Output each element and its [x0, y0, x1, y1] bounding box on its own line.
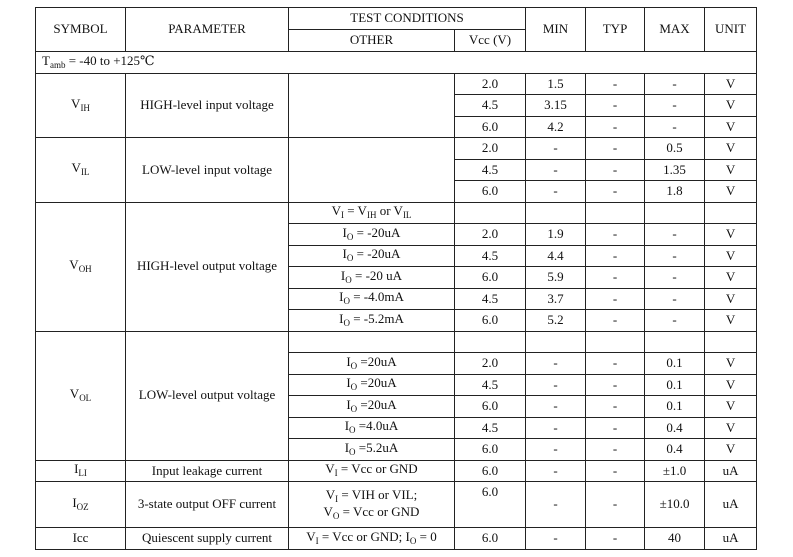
max-cell: -: [645, 95, 705, 117]
min-cell: 4.4: [526, 245, 586, 267]
vcc-cell: 6.0: [455, 310, 526, 332]
max-cell: -: [645, 116, 705, 138]
typ-cell: -: [586, 224, 645, 246]
header-symbol: SYMBOL: [36, 8, 126, 52]
min-cell: 1.9: [526, 224, 586, 246]
cond-cell: $I_O = -5.2mA$: [289, 310, 455, 332]
max-cell: -: [645, 288, 705, 310]
table-row: [36, 482, 757, 528]
symbol-icc: Icc: [36, 528, 126, 550]
header-max: MAX: [645, 8, 705, 52]
unit-cell: V: [705, 353, 757, 375]
vcc-cell: 4.5: [455, 417, 526, 439]
min-cell: -: [526, 374, 586, 396]
table-row: [36, 460, 757, 482]
table-row: [36, 202, 757, 224]
typ-cell: -: [586, 181, 645, 203]
unit-cell: V: [705, 116, 757, 138]
cond-cell: $I_O =4.0uA$: [289, 417, 455, 439]
table-row: [36, 331, 757, 353]
max-cell: 40: [645, 528, 705, 550]
min-cell: -: [526, 181, 586, 203]
vcc-cell: 6.0: [455, 439, 526, 461]
min-cell: -: [526, 417, 586, 439]
unit-cell: V: [705, 95, 757, 117]
max-cell: 0.1: [645, 374, 705, 396]
cond-cell: $I_O = -20$ uA: [289, 267, 455, 289]
vcc-cell: 4.5: [455, 95, 526, 117]
typ-cell: -: [586, 310, 645, 332]
max-cell: 0.4: [645, 417, 705, 439]
spec-table: [35, 7, 757, 550]
symbol-ili: $I_{LI}$: [36, 460, 126, 482]
cond-cell: $V_I$ = Vcc or GND: [289, 460, 455, 482]
symbol-voh: $V_{OH}$: [36, 202, 126, 331]
vcc-cell: 6.0: [455, 528, 526, 550]
vcc-cell: 4.5: [455, 159, 526, 181]
vcc-cell: 4.5: [455, 374, 526, 396]
unit-cell: V: [705, 138, 757, 160]
cond-cell: $I_O = -20uA$: [289, 224, 455, 246]
vcc-cell: 6.0: [455, 181, 526, 203]
cond-cell: $I_O =20uA$: [289, 374, 455, 396]
unit-cell: V: [705, 396, 757, 418]
max-cell: ±1.0: [645, 460, 705, 482]
symbol-vil: $V_{IL}$: [36, 138, 126, 203]
unit-cell: V: [705, 181, 757, 203]
typ-cell: -: [586, 245, 645, 267]
symbol-vol: $V_{OL}$: [36, 331, 126, 460]
min-cell: -: [526, 482, 586, 528]
max-cell: 1.35: [645, 159, 705, 181]
header-unit: UNIT: [705, 8, 757, 52]
param-vih: HIGH-level input voltage: [126, 73, 289, 138]
typ-cell: -: [586, 95, 645, 117]
typ-cell: -: [586, 159, 645, 181]
vcc-cell: 6.0: [455, 482, 526, 528]
vcc-cell: 6.0: [455, 396, 526, 418]
cond-cell: $V_I$ = Vcc or GND; $I_O = 0$: [289, 528, 455, 550]
typ-cell: -: [586, 439, 645, 461]
header-typ: TYP: [586, 8, 645, 52]
cond-vih: [289, 73, 455, 138]
min-cell: 1.5: [526, 73, 586, 95]
typ-cell: -: [586, 482, 645, 528]
header-row-1: [36, 8, 757, 30]
typ-cell: -: [586, 374, 645, 396]
vcc-cell: 6.0: [455, 267, 526, 289]
unit-cell: V: [705, 224, 757, 246]
vcc-cell: 6.0: [455, 116, 526, 138]
max-cell: 0.4: [645, 439, 705, 461]
max-cell: -: [645, 310, 705, 332]
unit-cell: V: [705, 245, 757, 267]
header-vcc: Vcc (V): [455, 30, 526, 52]
vcc-cell: 2.0: [455, 73, 526, 95]
max-cell: [645, 331, 705, 353]
cond-cell: $I_O =20uA$: [289, 396, 455, 418]
cond-cell: $I_O =20uA$: [289, 353, 455, 375]
typ-cell: [586, 331, 645, 353]
param-icc: Quiescent supply current: [126, 528, 289, 550]
min-cell: -: [526, 460, 586, 482]
vcc-cell: 2.0: [455, 138, 526, 160]
vcc-cell: 4.5: [455, 288, 526, 310]
unit-cell: uA: [705, 482, 757, 528]
min-cell: -: [526, 528, 586, 550]
vcc-cell: 2.0: [455, 353, 526, 375]
cond-cell: $I_O =5.2uA$: [289, 439, 455, 461]
typ-cell: -: [586, 267, 645, 289]
ambient-row: [36, 52, 757, 74]
unit-cell: V: [705, 310, 757, 332]
vcc-cell: [455, 331, 526, 353]
min-cell: 3.15: [526, 95, 586, 117]
header-min: MIN: [526, 8, 586, 52]
typ-cell: -: [586, 138, 645, 160]
max-cell: 0.1: [645, 353, 705, 375]
cond-cell: $V_I$ = VIH or VIL; $V_O$ = Vcc or GND: [289, 482, 455, 528]
table-row: [36, 138, 757, 160]
min-cell: 4.2: [526, 116, 586, 138]
cond-cell: $I_O = -4.0mA$: [289, 288, 455, 310]
typ-cell: -: [586, 73, 645, 95]
param-ioz: 3-state output OFF current: [126, 482, 289, 528]
cond-vil: [289, 138, 455, 203]
min-cell: -: [526, 159, 586, 181]
typ-cell: -: [586, 417, 645, 439]
ambient-condition: $T_{amb} = -40$ to +125℃: [36, 52, 757, 74]
min-cell: 3.7: [526, 288, 586, 310]
unit-cell: [705, 202, 757, 224]
typ-cell: -: [586, 396, 645, 418]
unit-cell: [705, 331, 757, 353]
min-cell: [526, 331, 586, 353]
symbol-ioz: $I_{OZ}$: [36, 482, 126, 528]
param-ili: Input leakage current: [126, 460, 289, 482]
min-cell: -: [526, 396, 586, 418]
cond-vol-head: [289, 331, 455, 353]
max-cell: 0.1: [645, 396, 705, 418]
min-cell: 5.2: [526, 310, 586, 332]
unit-cell: V: [705, 417, 757, 439]
max-cell: -: [645, 245, 705, 267]
typ-cell: -: [586, 353, 645, 375]
table-row: [36, 528, 757, 550]
min-cell: 5.9: [526, 267, 586, 289]
max-cell: -: [645, 267, 705, 289]
unit-cell: V: [705, 73, 757, 95]
typ-cell: -: [586, 460, 645, 482]
max-cell: -: [645, 224, 705, 246]
header-other: OTHER: [289, 30, 455, 52]
cond-voh-head: $V_I = V_{IH}$ or $V_{IL}$: [289, 202, 455, 224]
vcc-cell: 2.0: [455, 224, 526, 246]
max-cell: 1.8: [645, 181, 705, 203]
min-cell: [526, 202, 586, 224]
unit-cell: V: [705, 374, 757, 396]
min-cell: -: [526, 138, 586, 160]
max-cell: -: [645, 73, 705, 95]
max-cell: ±10.0: [645, 482, 705, 528]
min-cell: -: [526, 353, 586, 375]
unit-cell: V: [705, 439, 757, 461]
typ-cell: -: [586, 288, 645, 310]
symbol-vih: $V_{IH}$: [36, 73, 126, 138]
header-parameter: PARAMETER: [126, 8, 289, 52]
param-vol: LOW-level output voltage: [126, 331, 289, 460]
min-cell: -: [526, 439, 586, 461]
unit-cell: uA: [705, 528, 757, 550]
unit-cell: V: [705, 159, 757, 181]
header-test-conditions: TEST CONDITIONS: [289, 8, 526, 30]
unit-cell: uA: [705, 460, 757, 482]
typ-cell: [586, 202, 645, 224]
max-cell: 0.5: [645, 138, 705, 160]
unit-cell: V: [705, 288, 757, 310]
param-vil: LOW-level input voltage: [126, 138, 289, 203]
cond-cell: $I_O = -20uA$: [289, 245, 455, 267]
vcc-cell: [455, 202, 526, 224]
vcc-cell: 6.0: [455, 460, 526, 482]
param-voh: HIGH-level output voltage: [126, 202, 289, 331]
unit-cell: V: [705, 267, 757, 289]
vcc-cell: 4.5: [455, 245, 526, 267]
typ-cell: -: [586, 116, 645, 138]
table-row: [36, 73, 757, 95]
max-cell: [645, 202, 705, 224]
typ-cell: -: [586, 528, 645, 550]
